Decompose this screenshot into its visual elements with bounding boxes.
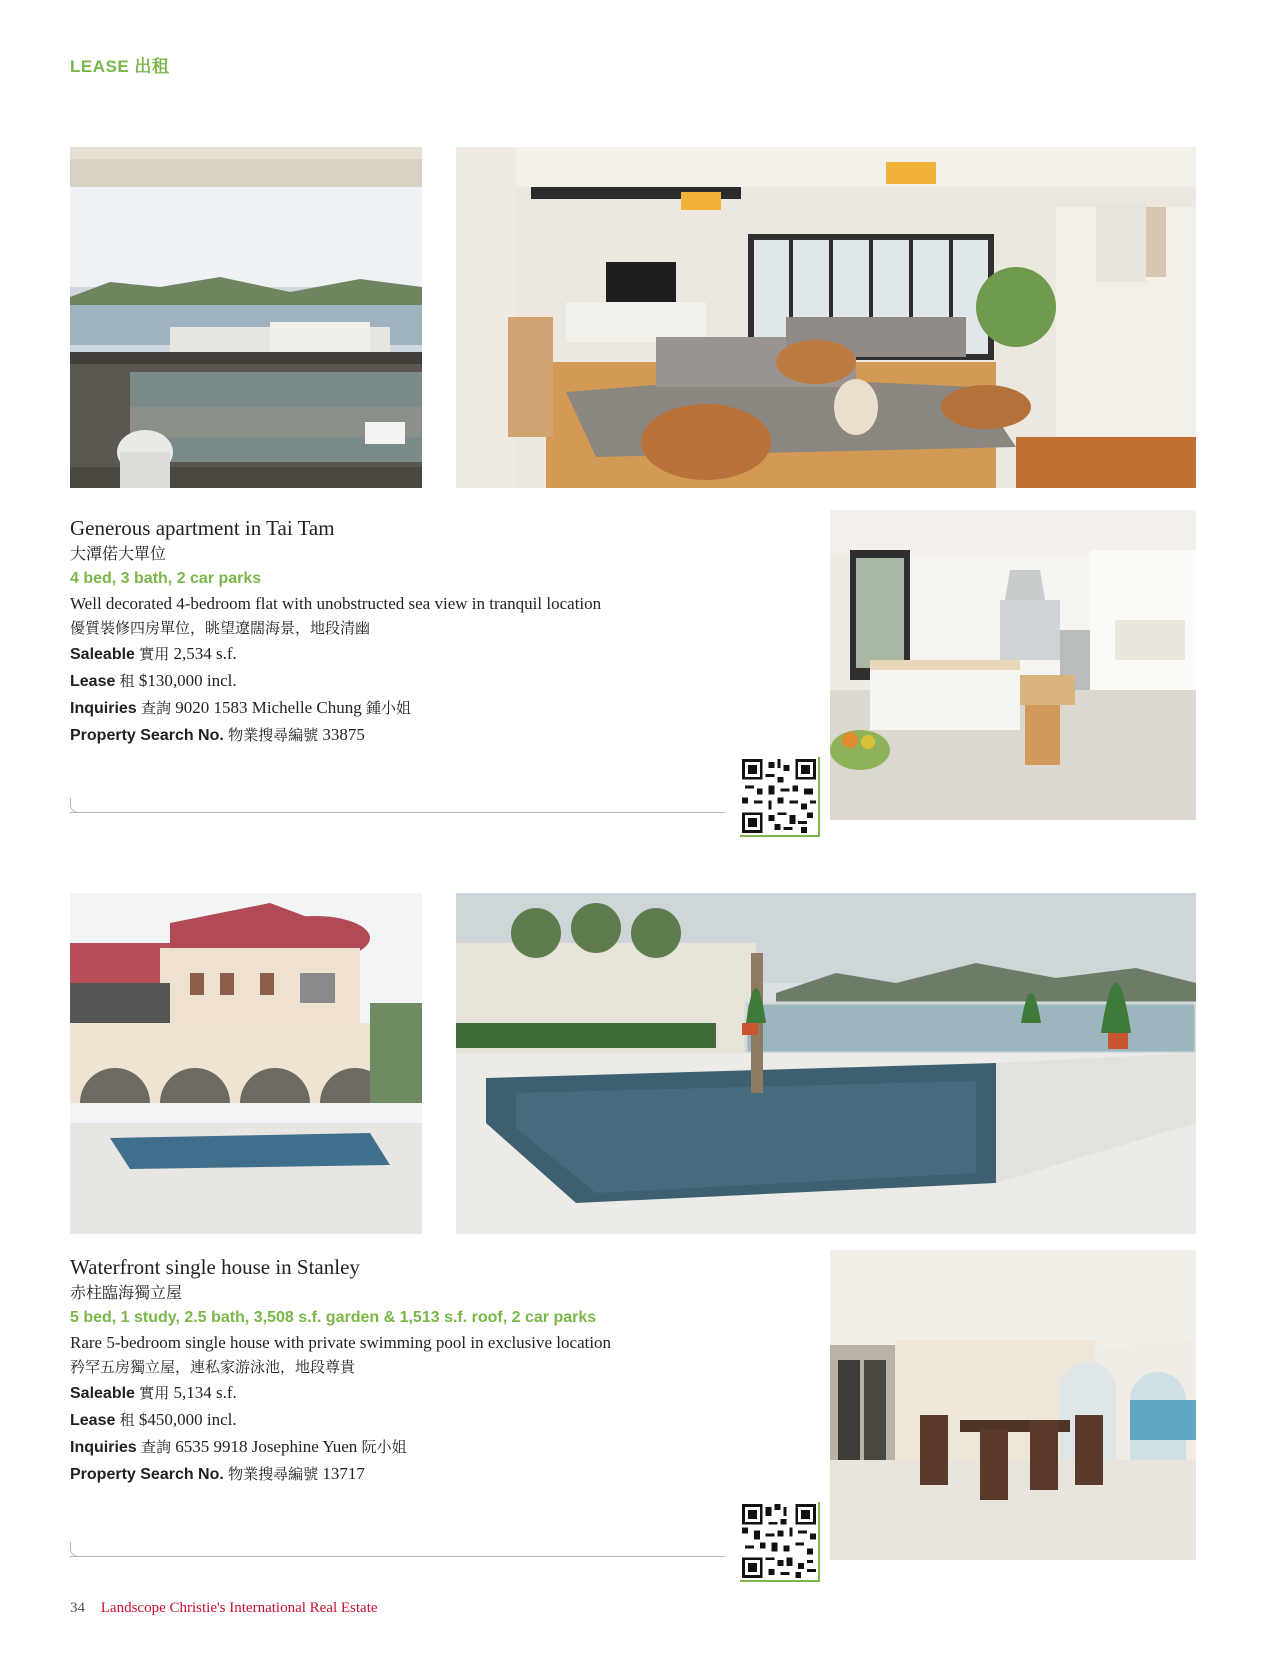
inquiries-label-cn: 查詢 <box>140 1438 171 1456</box>
inquiries-row <box>70 1434 720 1461</box>
saleable-row <box>70 641 720 668</box>
property-search-row <box>70 1461 720 1488</box>
property-search-label: Property Search No. <box>70 1466 224 1483</box>
listing-features: 4 bed, 3 bath, 2 car parks <box>70 570 262 587</box>
lease-label: Lease <box>70 673 116 690</box>
saleable-label-cn: 實用 <box>139 645 170 663</box>
lease-label-cn: 租 <box>119 672 135 690</box>
kitchen-photo <box>830 510 1196 820</box>
inquiries-label: Inquiries <box>70 700 137 717</box>
lease-value: $130,000 incl. <box>138 671 237 690</box>
inquiries-value: 6535 9918 Josephine Yuen <box>175 1437 358 1456</box>
lease-value: $450,000 incl. <box>138 1410 237 1429</box>
divider <box>70 812 725 813</box>
property-search-value: 33875 <box>322 725 365 744</box>
listing-description-cn: 優質裝修四房單位，眺望遼闊海景，地段清幽 <box>70 619 371 637</box>
publisher-brand: Landscope Christie's International Real Estate <box>100 1600 378 1616</box>
property-search-label-cn: 物業搜尋編號 <box>228 726 319 744</box>
living-room-photo <box>456 147 1196 488</box>
section-label: LEASE 出租 <box>70 57 170 76</box>
inquiries-label: Inquiries <box>70 1439 137 1456</box>
property-search-label-cn: 物業搜尋編號 <box>228 1465 319 1483</box>
saleable-value: 2,534 s.f. <box>173 644 237 663</box>
inquiries-value-cn: 阮小姐 <box>361 1438 407 1456</box>
listing-1-details <box>70 515 720 749</box>
listing-title: Waterfront single house in Stanley <box>70 1255 360 1279</box>
property-search-value: 13717 <box>322 1464 365 1483</box>
listing-2-details <box>70 1254 720 1488</box>
divider-hook <box>70 798 79 813</box>
listing-description: Well decorated 4-bedroom flat with unobstructed sea view in tranquil location <box>70 594 602 613</box>
lease-label-cn: 租 <box>119 1411 135 1429</box>
saleable-value: 5,134 s.f. <box>173 1383 237 1402</box>
divider-hook <box>70 1542 79 1557</box>
lease-row <box>70 1407 720 1434</box>
inquiries-label-cn: 查詢 <box>140 699 171 717</box>
listing-description-cn: 矜罕五房獨立屋，連私家游泳池，地段尊貴 <box>70 1358 356 1376</box>
listing-title-cn: 大潭偌大單位 <box>70 544 167 563</box>
qr-code-icon[interactable] <box>740 757 820 837</box>
inquiries-value: 9020 1583 Michelle Chung <box>175 698 362 717</box>
saleable-label: Saleable <box>70 646 135 663</box>
lease-row <box>70 668 720 695</box>
listing-title-cn: 赤柱臨海獨立屋 <box>70 1283 183 1302</box>
saleable-label-cn: 實用 <box>139 1384 170 1402</box>
page-number: 34 <box>70 1600 85 1616</box>
saleable-row <box>70 1380 720 1407</box>
swimming-pool-photo <box>456 893 1196 1234</box>
divider <box>70 1556 725 1557</box>
qr-code-icon[interactable] <box>740 1502 820 1582</box>
listing-features: 5 bed, 1 study, 2.5 bath, 3,508 s.f. garden & 1,513 s.f. roof, 2 car parks <box>70 1309 597 1326</box>
inquiries-value-cn: 鍾小姐 <box>365 699 411 717</box>
listing-description: Rare 5-bedroom single house with private swimming pool in exclusive location <box>70 1333 612 1352</box>
saleable-label: Saleable <box>70 1385 135 1402</box>
house-exterior-photo <box>70 893 422 1234</box>
footer <box>70 1600 378 1617</box>
lease-label: Lease <box>70 1412 116 1429</box>
covered-terrace-photo <box>830 1250 1196 1560</box>
listing-title: Generous apartment in Tai Tam <box>70 516 335 540</box>
property-search-row <box>70 722 720 749</box>
property-search-label: Property Search No. <box>70 727 224 744</box>
inquiries-row <box>70 695 720 722</box>
balcony-sea-view-photo <box>70 147 422 488</box>
